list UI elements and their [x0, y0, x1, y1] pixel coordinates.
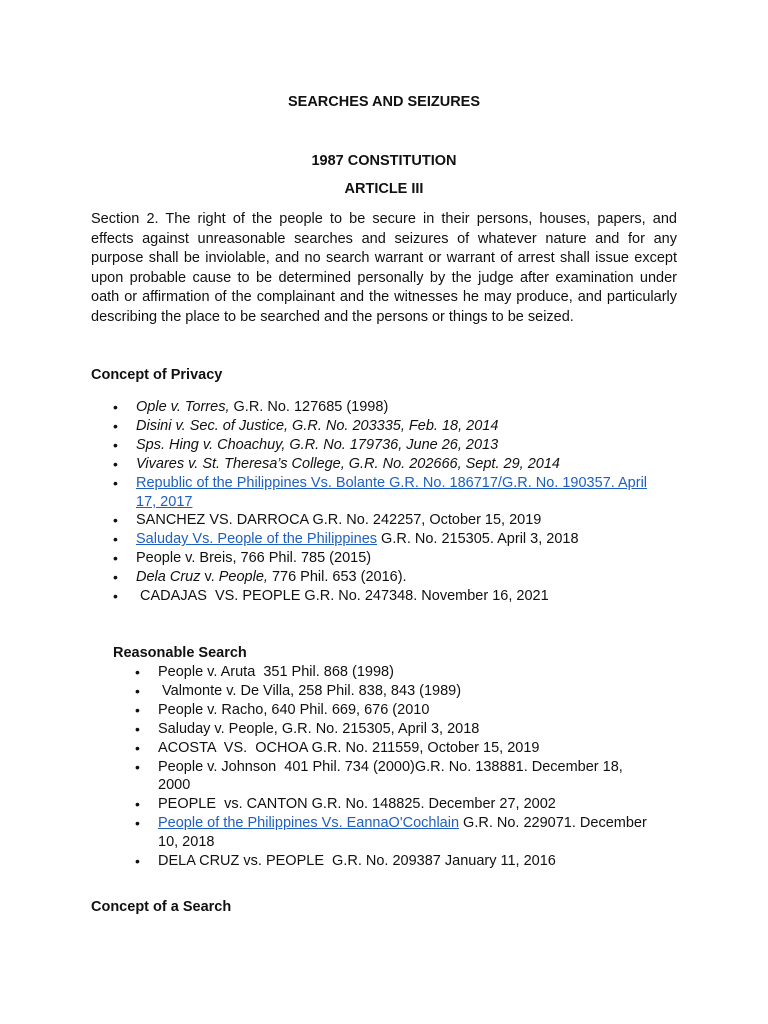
list-item: • People v. Breis, 766 Phil. 785 (2015)	[136, 549, 696, 568]
list-item	[136, 474, 696, 512]
concept-of-a-search-heading: Concept of a Search	[91, 899, 232, 915]
document-title: SEARCHES AND SEIZURES	[287, 94, 481, 110]
list-item: • People v. Johnson 401 Phil. 734 (2000)G.R. No. 138881. December 18, 2000	[158, 758, 688, 796]
bolante-case-link[interactable]: Republic of the Philippines Vs. Bolante G.R. No. 186717/G.R. No. 190357. April 17, 2017	[136, 474, 648, 510]
reasonable-search-case-list	[158, 663, 688, 871]
list-item: • Ople v. Torres, G.R. No. 127685 (1998)	[136, 398, 696, 417]
cochlain-case-link[interactable]: People of the Philippines Vs. EannaO'Cochlain	[158, 815, 460, 832]
list-item: • Sps. Hing v. Choachuy, G.R. No. 179736, June 26, 2013	[136, 436, 696, 455]
list-item: • SANCHEZ VS. DARROCA G.R. No. 242257, October 15, 2019	[136, 511, 696, 530]
list-item: • ACOSTA VS. OCHOA G.R. No. 211559, October 15, 2019	[158, 739, 688, 758]
constitution-heading: 1987 CONSTITUTION	[311, 153, 457, 169]
article-heading: ARTICLE III	[344, 181, 424, 197]
list-item: • Saluday Vs. People of the Philippines G.R. No. 215305. April 3, 2018	[136, 530, 696, 549]
list-item: • Dela Cruz v. People, 776 Phil. 653 (2016).	[136, 568, 696, 587]
list-item: • Saluday v. People, G.R. No. 215305, April 3, 2018	[158, 720, 688, 739]
reasonable-search-heading: Reasonable Search	[113, 645, 247, 661]
list-item: • People of the Philippines Vs. EannaO'Cochlain G.R. No. 229071. December 10, 2018	[158, 814, 688, 852]
saluday-case-link[interactable]: Saluday Vs. People of the Philippines	[136, 531, 378, 548]
list-item: • Disini v. Sec. of Justice, G.R. No. 203335, Feb. 18, 2014	[136, 417, 696, 436]
list-item: • Valmonte v. De Villa, 258 Phil. 838, 843 (1989)	[158, 682, 688, 701]
list-item: • DELA CRUZ vs. PEOPLE G.R. No. 209387 January 11, 2016	[158, 852, 688, 871]
list-item: • PEOPLE vs. CANTON G.R. No. 148825. December 27, 2002	[158, 795, 688, 814]
section-2-paragraph: Section 2. The right of the people to be secure in their persons, houses, papers, and effects against unreasonable searches and seizures of whatever nature and for any purpose shall be inviolable, and no search warrant or warrant of arrest shall issue except upon probable cause to be determined personally by the judge after examination under oath or affirmation of the complainant and the witnesses he may produce, and particularly describing the place to be searched and the persons or things to be seized.	[91, 211, 677, 325]
privacy-case-list	[136, 398, 696, 606]
list-item: • People v. Aruta 351 Phil. 868 (1998)	[158, 663, 688, 682]
list-item: • Vivares v. St. Theresa’s College, G.R. No. 202666, Sept. 29, 2014	[136, 455, 696, 474]
concept-of-privacy-heading: Concept of Privacy	[91, 367, 223, 383]
list-item: • People v. Racho, 640 Phil. 669, 676 (2010	[158, 701, 688, 720]
list-item: • CADAJAS VS. PEOPLE G.R. No. 247348. November 16, 2021	[136, 587, 696, 606]
